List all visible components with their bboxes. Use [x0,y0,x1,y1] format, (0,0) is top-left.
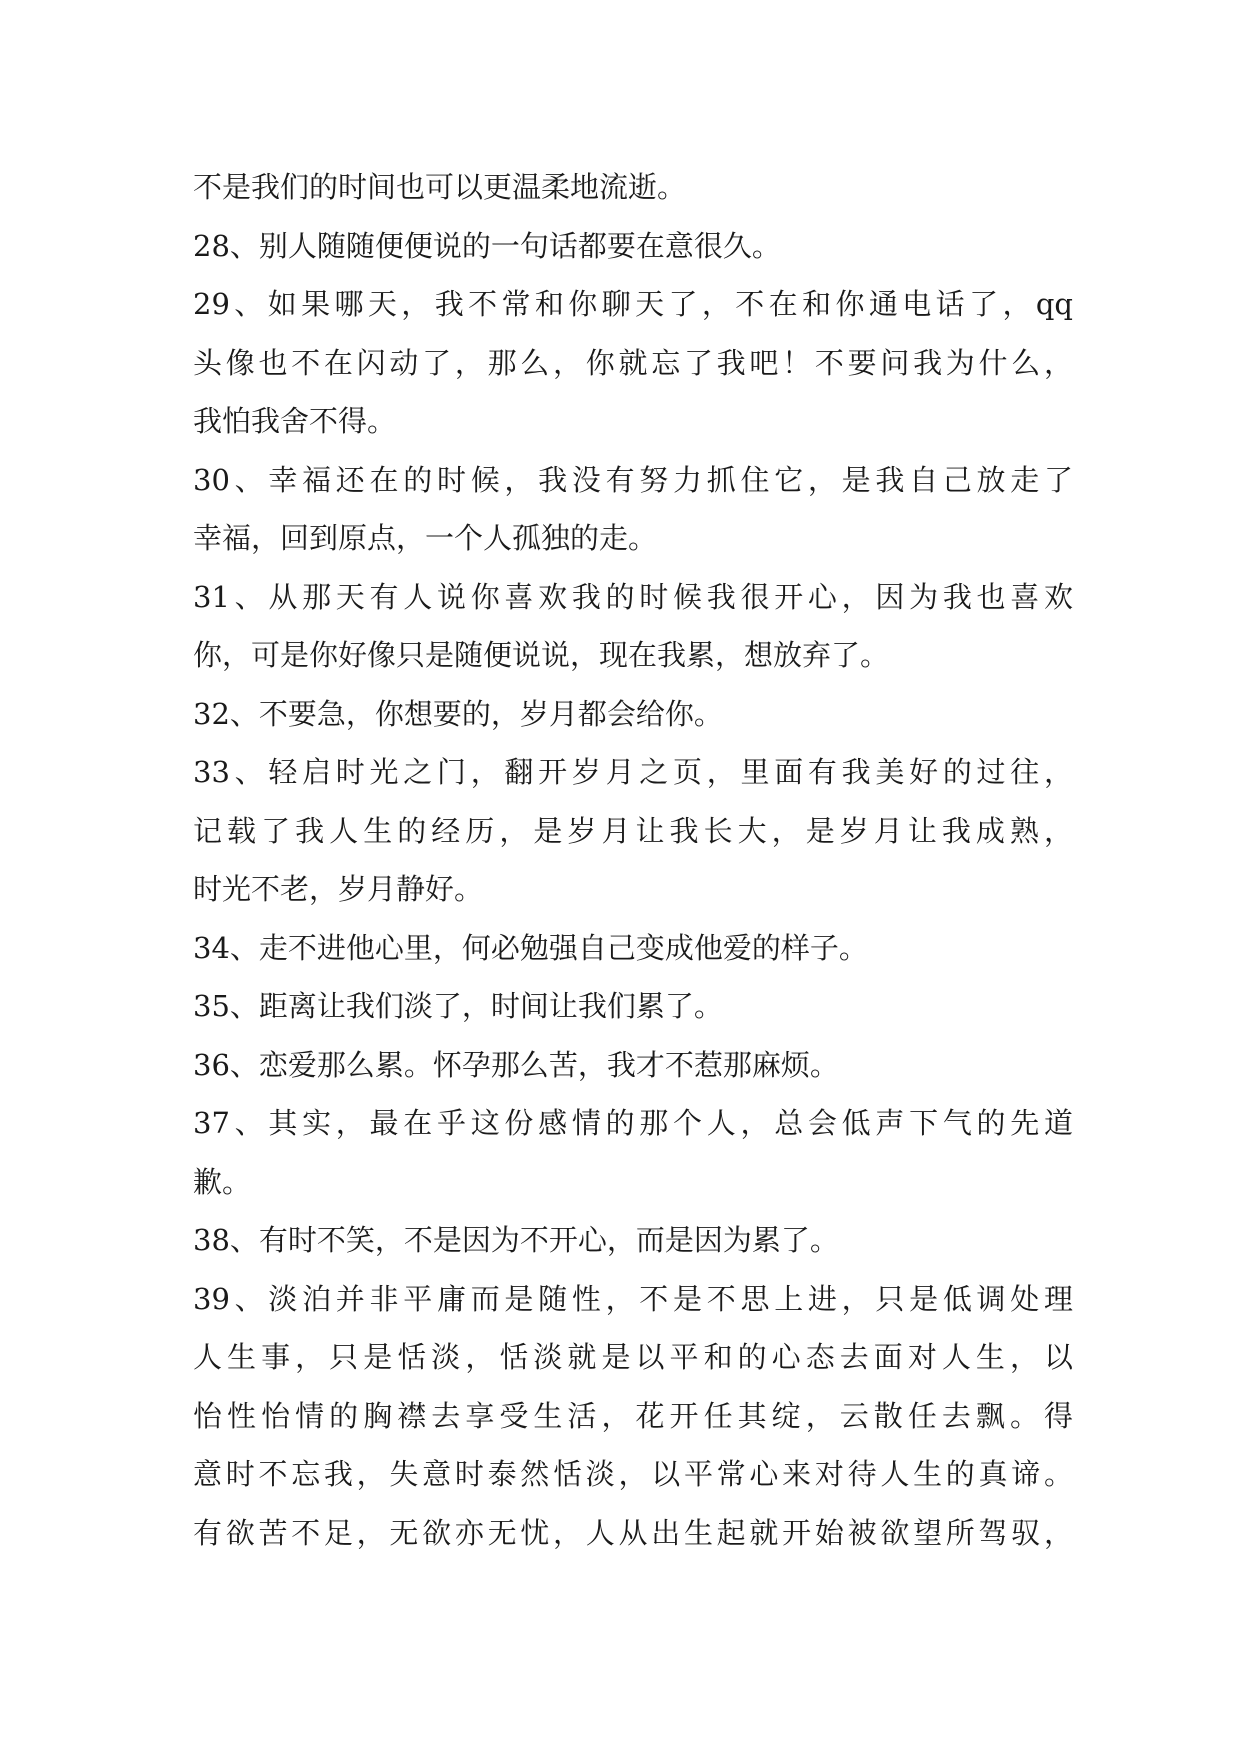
text-line: 头像也不在闪动了，那么，你就忘了我吧！不要问我为什么， [193,345,1073,380]
document-body [193,158,1073,1562]
text-line: 不是我们的时间也可以更温柔地流逝。 [193,170,687,204]
text-line: 人生事，只是恬淡，恬淡就是以平和的心态去面对人生，以 [193,1340,1073,1374]
text-line: 歉。 [193,1164,252,1199]
text-line: 31、从那天有人说你喜欢我的时候我很开心，因为我也喜欢 [193,579,1073,614]
text-line: 32、不要急，你想要的，岁月都会给你。 [193,696,723,731]
text-line: 37、其实，最在乎这份感情的那个人，总会低声下气的先道 [193,1106,1073,1140]
text-line: 30、幸福还在的时候，我没有努力抓住它，是我自己放走了 [193,462,1073,497]
text-line: 时光不老，岁月静好。 [193,872,484,906]
text-line: 34、走不进他心里，何必勉强自己变成他爱的样子。 [193,930,868,965]
text-line: 怡性怡情的胸襟去享受生活，花开任其绽，云散任去飘。得 [193,1398,1073,1433]
text-line: 意时不忘我，失意时泰然恬淡，以平常心来对待人生的真谛。 [193,1457,1073,1491]
text-line: 幸福，回到原点，一个人孤独的走。 [193,521,658,555]
text-line: 36、恋爱那么累。怀孕那么苦，我才不惹那麻烦。 [193,1047,839,1082]
text-line: 33、轻启时光之门，翻开岁月之页，里面有我美好的过往， [193,755,1073,789]
text-line: 记载了我人生的经历，是岁月让我长大，是岁月让我成熟， [193,813,1073,848]
text-line: 我怕我舍不得。 [193,404,397,438]
text-line: 28、别人随随便便说的一句话都要在意很久。 [193,228,781,263]
text-line: 你，可是你好像只是随便说说，现在我累，想放弃了。 [193,638,890,672]
text-line: 38、有时不笑，不是因为不开心，而是因为累了。 [193,1223,839,1257]
text-line: 35、距离让我们淡了，时间让我们累了。 [193,989,723,1023]
text-line: 39、淡泊并非平庸而是随性，不是不思上进，只是低调处理 [193,1281,1073,1316]
text-line: 29、如果哪天，我不常和你聊天了，不在和你通电话了，qq [193,287,1073,321]
text-line: 有欲苦不足，无欲亦无忧，人从出生起就开始被欲望所驾驭， [193,1515,1073,1550]
